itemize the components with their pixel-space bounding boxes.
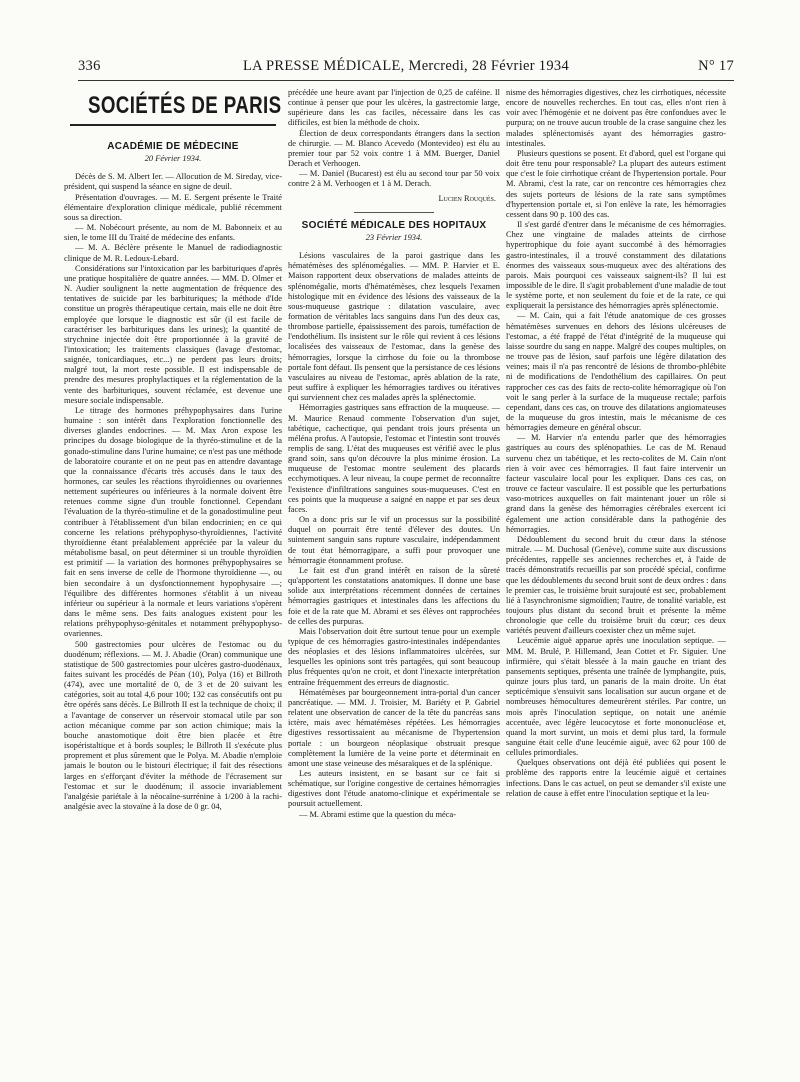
paragraph-cain: — M. Cain, qui a fait l'étude anatomique de ces grosses hématémèses survenues en dehors des lésions ulcéreuses de l'estomac, a été frappé de l'état d'intégrité de la muqueuse qui laisse sourdre du sang en nappe. Malgré des coupes multiples, on ne trouve pas de lésion, sauf parfois une légère dilatation des veines; mais il n'a pas rencontré de lésions de thrombo-phlébite ni de modifications de l'endothélium des capillaires. On peut rapprocher ces cas des faits de recto-colite hémorragique où l'on voit le sang perler à la surface de la muqueuse rectale; parfois cependant, dans ces cas, on trouve des dilatations angiomateuses de la muqueuse du gros intestin, mais le mécanisme de ces hémorragies demeure en général obscur. [506,311,726,433]
paragraph-lesions: Lésions vasculaires de la paroi gastrique dans les hématémèses des splénomégalies. — MM. P. Harvier et E. Maison rapportent deux observations de malades atteints de splénomégalie, morts d'hématémèses, chez lesquels l'examen histologique mit en évidence des lésions des vaisseaux de la sous-muqueuse gastrique : dilatation vasculaire, avec formation de véritables lacs sanguins dans l'un des deux cas, thrombose partielle, épaississement des parois, tuméfaction de l'endothélium. Ils insistent sur le rôle qui revient à ces lésions localisées des vaisseaux de l'estomac, dans la genèse des hémorragies, lorsque la cirrhose du foie ou la thrombose portale font défaut. Ils pensent que la persistance de ces lésions vasculaires au niveau de l'estomac, après ablation de la rate, peut suffire à expliquer les hémorragies tardives ou itératives qui surviennent chez ces malades après la splénectomie. [288,251,500,403]
journal-title: LA PRESSE MÉDICALE, Mercredi, 28 Février 1934 [242,58,570,74]
page-number: 336 [78,58,101,74]
paragraph-deces: Décès de S. M. Albert Ier. — Allocution de M. Sireday, vice-président, qui suspend la séance en signe de deuil. [64,172,282,192]
paragraph-hemorragies: Hémorragies gastriques sans effraction de la muqueuse. — M. Maurice Renaud commente l'observation d'un sujet, tabétique, cachectique, qui pendant trois jours présenta un méléna profus. A l'autopsie, l'estomac et l'intestin sont trouvés remplis de sang. L'état des muqueuses est vérifié avec le plus grand soin, sans qu'on découvre la plus minime érosion. La muqueuse de l'estomac montre seulement des placards ecchymotiques. A leur niveau, la coupe permet de reconnaître l'existence d'infiltrations sanguines sous-muqueuses. C'est en ces points que la muqueuse a saigné en nappe et par ses deux faces. [288,403,500,514]
society-date: 23 Février 1934. [365,232,423,242]
paragraph-hemorragies-3: Le fait est d'un grand intérêt en raison de la sûreté qu'apportent les constatations anatomiques. Il donne une base solide aux interprétations récemment données de certaines hémorragies gastriques et intestinales dans les affections du foie et de la rate que M. Abrami et ses élèves ont rapprochées de celles des purpuras. [288,565,500,626]
academy-date: 20 Février 1934. [144,154,202,164]
academy-heading: ACADÉMIE DE MÉDECINE [107,141,239,152]
paragraph-observations: Quelques observations ont déjà été publiées qui posent le problème des rapports entre la leucémie aiguë et certaines infections. Dans le cas actuel, on peut se demander s'il existe une relation de cause à effet entre l'inoculation septique et la leu- [506,758,726,798]
author-signature: Lucien Rouquès. [438,193,496,203]
paragraph-hematemeses-2: Les auteurs insistent, en se basant sur ce fait si schématique, sur l'origine congestive de certaines hémorragies digestives dont l'étude anatomo-clinique et expérimentale se poursuit actuellement. [288,769,500,809]
paragraph-gastrectomies: 500 gastrectomies pour ulcères de l'estomac ou du duodénum; réflexions. — M. J. Abadie (Oran) communique une statistique de 500 gastrectomies pour ulcères gastro-duodénaux, faites suivant les procédés de Péan (10), Polya (16) et Billroth (474), avec une mortalité de 0, de 3 et de 20 suivant les catégories, soit au total 4,6 pour 100; 132 cas consécutifs ont pu être opérés sans décès. Le Billroth II est la technique de choix; il a l'avantage de conserver un réservoir stomacal utile par son action mécanique comme par son action chimique; mais la bouche anastomotique doit être bien placée et être isopéristaltique et à bords souples; le Billroth II s'exécute plus proprement et plus sûrement que le Polya. M. Abadie n'emploie jamais le bouton ou le bistouri électrique; il fait des résections larges en s'efforçant d'éviter la méthode de l'écrasement sur l'estomac et sur le duodénum; il associe invariablement l'analgésie pariétale à la néocaïne-surrénine à 1/200 à la rachi-analgésie avec la stovaïne à la dose de 0 gr. 04, [64,639,282,811]
paragraph-hemorragies-4: Mais l'observation doit être surtout tenue pour un exemple typique de ces hémorragies gastro-intestinales indépendantes des néoplasies et des lésions inflammatoires ulcérées, sur lesquelles les opinions sont très partagées, qui sont beaucoup plus fréquentes qu'on ne croit, et dont l'inexacte interprétation entraîne fréquemment des erreurs de diagnostic. [288,626,500,687]
paragraph-beclere: — M. A. Béclère présente le Manuel de radiodiagnostic clinique de M. R. Ledoux-Lebard. [64,243,282,263]
paragraph-dedoublement: Dédoublement du second bruit du cœur dans la sténose mitrale. — M. Duchosal (Genève), comme suite aux discussions précédentes, rappelle ses anciennes recherches et, à l'aide de tracés démonstratifs recueillis par son procédé spécial, confirme que les dédoublements du second bruit sont de deux ordres : dans le premier cas, le troisième bruit surajouté est sec, probablement lié à l'asynchronisme sigmoïdien; l'autre, de tonalité variable, est toujours plus distant du second bruit et présente la même chronologie que celle du troisième bruit du cœur; ces deux variétés peuvent d'ailleurs coexister chez un même sujet. [506,534,726,636]
paragraph-continuation: précédée une heure avant par l'injection de 0,25 de caféine. Il continue à penser que pour les ulcères, la gastrectomie large, supérieure dans les cas faciles, nécessaire dans les cas difficiles, est bien la méthode de choix. [288,88,500,128]
running-header [78,58,734,80]
paragraph-daniel: — M. Daniel (Bucarest) est élu au second tour par 50 voix contre 2 à M. Verhoogen et 1 à M. Derach. [288,169,500,189]
paragraph-titrage: Le titrage des hormones préhypophysaires dans l'urine humaine : son intérêt dans l'exploration fonctionnelle des diverses glandes endocrines. — M. Max Aron expose les principes du dosage biologique de la thyréo-stimuline et de la gonado-stimuline dans l'urine humaine; ce n'est pas une méthode de laboratoire courante et on ne peut pas en attendre davantage que la connaissance d'écarts très accusés dans le taux des hormones, car seules les réactions thyroïdiennes ou ovariennes nettement supérieures ou inférieures à la normale doivent être retenues comme signe d'un trouble fonctionnel. Cependant l'évaluation de la thyréo-stimuline et de la gonadostimuline peut contribuer à l'établissement d'un bilan endocrinien; en ce qui concerne les relations préhypophyso-thyroïdiennes, l'activité thyroïdienne étant préalablement appréciée par la valeur du métabolisme basal, on peut déterminer si un trouble thyroïdien est primitif — la variation des hormones préhypophysaires se fait en sens inverse de celle de l'hormone thyroïdienne —, ou bien secondaire à un dysfonctionnement hypophysaire —; l'équilibre des différentes hormones s'établit à un niveau inférieur ou supérieur à la normale et leurs variations s'opèrent dans le même sens. Des faits analogues existent pour les relations préhypophyso-génitales et notamment préhypophyso-ovariennes. [64,405,282,639]
paragraph-barbituriques: Considérations sur l'intoxication par les barbituriques d'après une pratique hospitalière de quatre années. — MM. D. Olmer et N. Audier soulignent la nette augmentation de fréquence des tentatives de suicide par les barbituriques; la méthode d'Ide constitue un progrès thérapeutique certain, mais elle ne doit être employée que lorsque le diagnostic est sûr (il est facile de caractériser les barbituriques dans les urines); la quantité de strychnine injectée doit être proportionnée à la gravité de l'intoxication; les traitements classiques (lavage d'estomac, saignée, tonicardiaques, etc...) ne perdent pas leurs droits; malgré tout, la mort reste possible. Il est indispensable de prendre des mesures prophylactiques et la réglementation de la vente des barbituriques, souvent réclamée, est devenue une mesure sociale indispensable. [64,263,282,405]
paragraph-c3-2: Plusieurs questions se posent. Et d'abord, quel est l'organe qui doit être tenu pour responsable? La plupart des auteurs estiment que c'est le foie cirrhotique créant de l'hypertension portale. Pour M. Abrami, c'est la rate, car on rencontre ces hémorragies chez des sujets porteurs de lésions de la rate sans symptômes d'hypertension portale et, si l'on enlève la rate, les hémorragies cessent dans 90 p. 100 des cas. [506,148,726,219]
separator-rule [354,212,434,213]
section-rule [70,124,276,126]
paragraph-presentation: Présentation d'ouvrages. — M. E. Sergent présente le Traité élémentaire d'exploration clinique médicale, publié récemment sous sa direction. [64,192,282,222]
paragraph-c3-3: Il s'est gardé d'entrer dans le mécanisme de ces hémorragies. Chez une vingtaine de malades atteints de cirrhose hypertrophique du foie ayant succombé à des hémorragies gastro-intestinales, il a trouvé constamment des dilatations énormes des vaisseaux sous-muqueux avec des altérations des parois. Mais pourquoi ces vaisseaux saignent-ils? Il lui est impossible de le dire. Il s'agit probablement d'une maladie de tout le système porte, et non seulement du foie et de la rate, ce qui expliquerait la persistance des hémorragies après splénectomie. [506,220,726,311]
paragraph-hematemeses: Hématémèses par bourgeonnement intra-portal d'un cancer pancréatique. — MM. J. Troisier, M. Bariéty et P. Gabriel relatent une observation de cancer de la tête du pancréas sans ictère, mais avec hématémèses répétées. Les hémorragies digestives ressortissaient au mécanisme de l'hypertension portale : un bourgeon néoplasique obstruait presque complètement la lumière de la veine porte et déterminait en amont une stase veineuse des mésaraïques et de la splénique. [288,687,500,768]
column-2 [288,88,500,1062]
paragraph-hemorragies-2: On a donc pris sur le vif un processus sur la possibilité duquel on pourrait être tenté d'élever des doutes. Un suintement sanguin sans rupture vasculaire, indépendamment de tout état hémorragipare, a suffi pour provoquer une hémorragie étonnamment profuse. [288,515,500,565]
header-rule [78,80,734,81]
paragraph-election: Élection de deux correspondants étrangers dans la section de chirurgie. — M. Blanco Acevedo (Montevideo) est élu au premier tour par 52 voix contre 1 à MM. Buerger, Daniel Derach et Verhoogen. [288,128,500,169]
issue-number: N° 17 [698,58,734,74]
paragraph-harvier: — M. Harvier n'a entendu parler que des hémorragies gastriques au cours des splénopathies. Le cas de M. Renaud survenu chez un tabétique, et les recto-colites de M. Cain n'ont rien à voir avec ces hémorragies. Il faut faire intervenir un facteur vasculaire local pour les expliquer. Dans ces cas, on trouve ce facteur vasculaire. Il est possible que les perturbations vaso-motrices auxquelles on fait maintenant jouer un rôle si grand dans la genèse des hémorragies cérébrales exercent ici également une action considérable dans la pathogénie des hémorragies. [506,433,726,534]
paragraph-nobecourt: — M. Nobécourt présente, au nom de M. Babonneix et au sien, le tome III du Traité de médecine des enfants. [64,223,282,243]
column-3 [506,88,726,1062]
paragraph-leucemie: Leucémie aiguë apparue après une inoculation septique. — MM. M. Brulé, P. Hillemand, Jean Cottet et Fr. Siguier. Une infirmière, qui s'était blessée à la main gauche en triant des pansements septiques, présenta une traînée de lymphangite, puis, quinze jours plus tard, un panaris de la main droite. Un état septicémique s'ensuivit sans localisation sur aucun organe et de nombreuses hémocultures demeurèrent stériles. Par contre, un mois après l'inoculation septique, on notait une anémie accentuée, avec légère leucocytose et forte mononucléose et, quand la mort survint, un mois et demi plus tard, la formule sanguine était celle d'une leucémie aiguë, avec 62 pour 100 de cellules primordiales. [506,636,726,758]
paragraph-abrami: — M. Abrami estime que la question du méca- [299,809,456,819]
column-1 [64,88,282,1062]
paragraph-c3-1: nisme des hémorragies digestives, chez les cirrhotiques, nécessite encore de nouvelles recherches. En tout cas, elles n'ont rien à voir avec l'hémogénie et ne doivent pas être confondues avec le purpura; on ne trouve aucun trouble de la crase sanguine chez les malades splénectomisés ayant des hémorragies gastro-intestinales. [506,88,726,148]
society-heading: SOCIÉTÉ MÉDICALE DES HOPITAUX [301,219,487,231]
section-title: SOCIÉTÉS DE PARIS [87,92,282,119]
